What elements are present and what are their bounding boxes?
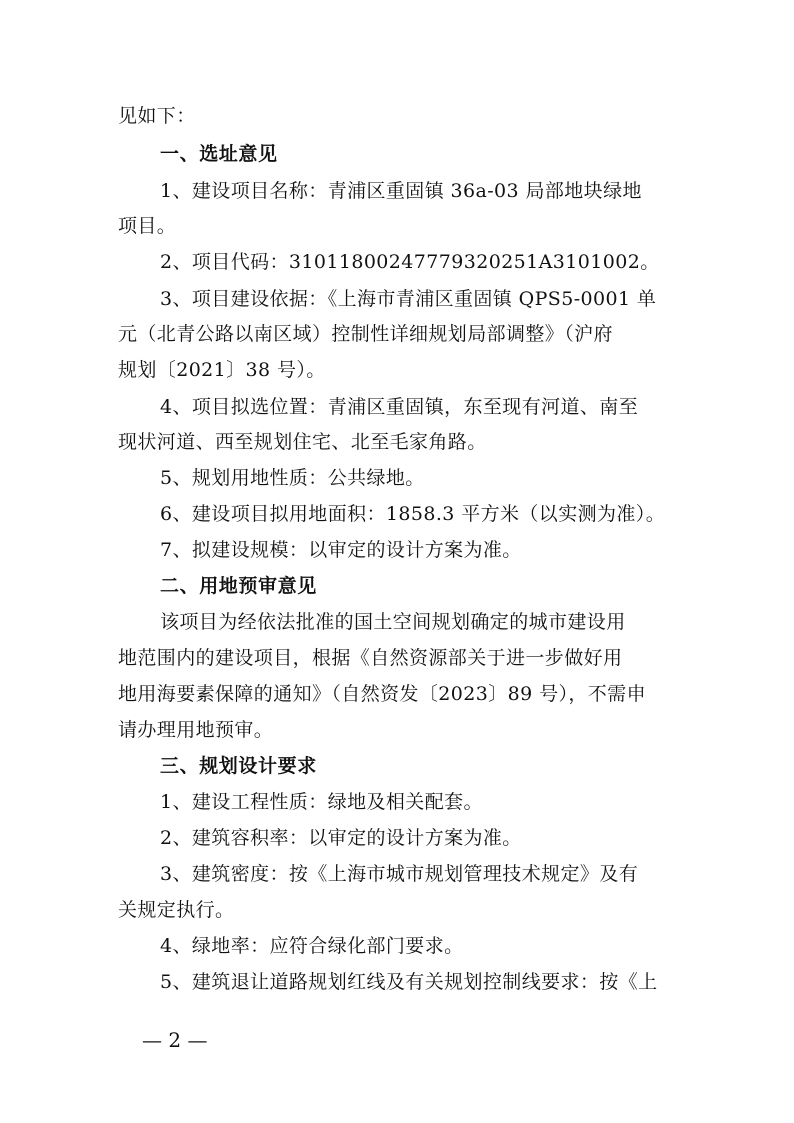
- section-heading-site-selection: 一、选址意见: [160, 143, 278, 165]
- paragraph-land-review-2: 地范围内的建设项目，根据《自然资源部关于进一步做好用: [118, 647, 623, 669]
- paragraph-land-review-3: 地用海要素保障的通知》（自然资发〔2023〕89 号），不需申: [118, 683, 646, 705]
- item-project-location: 4、项目拟选位置：青浦区重固镇，东至现有河道、南至: [160, 396, 639, 418]
- item-project-nature: 1、建设工程性质：绿地及相关配套。: [160, 791, 483, 813]
- item-project-basis-continued-1: 元（北青公路以南区域）控制性详细规划局部调整》（沪府: [118, 323, 613, 345]
- item-plot-ratio: 2、建筑容积率：以审定的设计方案为准。: [160, 827, 522, 849]
- item-construction-scale: 7、拟建设规模：以审定的设计方案为准。: [160, 539, 522, 561]
- item-project-code: 2、项目代码：31011800247779320251A3101002。: [160, 251, 660, 273]
- paragraph-land-review-4: 请办理用地预审。: [118, 719, 274, 741]
- item-land-area: 6、建设项目拟用地面积：1858.3 平方米（以实测为准）。: [160, 503, 666, 525]
- item-project-location-continued: 现状河道、西至规划住宅、北至毛家角路。: [118, 431, 487, 453]
- item-green-ratio: 4、绿地率：应符合绿化部门要求。: [160, 935, 464, 957]
- item-project-name-continued: 项目。: [118, 215, 177, 237]
- page-number: — 2 —: [142, 1028, 208, 1052]
- section-heading-planning-requirements: 三、规划设计要求: [160, 755, 317, 777]
- item-project-name: 1、建设项目名称：青浦区重固镇 36a-03 局部地块绿地: [160, 180, 642, 202]
- item-building-density: 3、建筑密度：按《上海市城市规划管理技术规定》及有: [160, 863, 639, 885]
- section-heading-land-review: 二、用地预审意见: [160, 575, 317, 597]
- item-setback-requirements: 5、建筑退让道路规划红线及有关规划控制线要求：按《上: [160, 971, 658, 993]
- text-line-continuation: 见如下：: [118, 105, 196, 127]
- item-project-basis-continued-2: 规划〔2021〕38 号）。: [118, 359, 326, 381]
- item-project-basis: 3、项目建设依据：《上海市青浦区重固镇 QPS5-0001 单: [160, 288, 657, 310]
- item-building-density-continued: 关规定执行。: [118, 899, 235, 921]
- paragraph-land-review-1: 该项目为经依法批准的国土空间规划确定的城市建设用: [160, 611, 626, 633]
- item-land-use-type: 5、规划用地性质：公共绿地。: [160, 467, 425, 489]
